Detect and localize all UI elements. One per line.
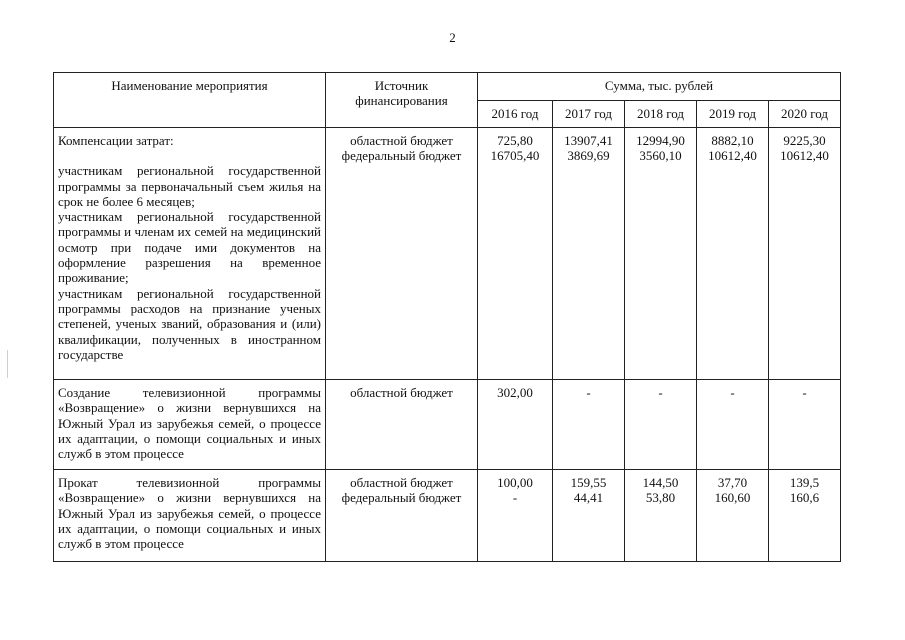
header-source-line1: Источник bbox=[374, 78, 429, 93]
value-cell-2016 bbox=[478, 470, 553, 562]
value-cell-2018 bbox=[625, 470, 697, 562]
value: 12994,90 bbox=[636, 133, 685, 148]
list-item: участникам региональной государственной программы расходов на признание ученых степеней, ученых званий, образования и (или) квалификации, полученных в иностранном государстве bbox=[58, 285, 321, 362]
row-title: Создание телевизионной программы «Возвращение» о жизни вернувшихся на Южный Урал из зарубежья семей, о процессе их адаптации, о помощи социальных и иных служб в этом процессе bbox=[58, 385, 321, 462]
value-cell-2017 bbox=[553, 128, 625, 380]
header-sum-cell bbox=[478, 73, 841, 101]
value-cell-2018 bbox=[625, 128, 697, 380]
scan-edge-mark bbox=[7, 350, 8, 378]
header-year-2019: 2019 год bbox=[697, 101, 769, 128]
list-item: участникам региональной государственной программы за первоначальный съем жилья на срок не более 6 месяцев; bbox=[58, 163, 321, 209]
header-row-top bbox=[54, 73, 841, 101]
source-label: федеральный бюджет bbox=[341, 148, 462, 164]
value: 159,55 bbox=[570, 475, 607, 490]
value-cell-2019 bbox=[697, 128, 769, 380]
row-sources bbox=[326, 470, 478, 562]
value: 37,70 bbox=[717, 475, 748, 490]
source-label: областной бюджет bbox=[350, 385, 453, 400]
value: 9225,30 bbox=[783, 133, 826, 148]
value: 10612,40 bbox=[708, 148, 757, 164]
value: 16705,40 bbox=[490, 148, 540, 164]
header-year-2018: 2018 год bbox=[625, 101, 697, 128]
value-cell-2016 bbox=[478, 128, 553, 380]
value-cell-2018 bbox=[625, 380, 697, 470]
value: 8882,10 bbox=[711, 133, 754, 148]
header-source-line2: финансирования bbox=[355, 93, 448, 109]
row-description bbox=[54, 380, 326, 470]
budget-table bbox=[53, 72, 841, 562]
value: 10612,40 bbox=[780, 148, 829, 164]
value: - bbox=[658, 385, 663, 400]
row-sources bbox=[326, 128, 478, 380]
value: - bbox=[512, 490, 518, 506]
list-item: участникам региональной государственной программы и членам их семей на медицинский осмотр при подаче ими документов на оформление разрешения на временное проживание; bbox=[58, 209, 321, 286]
value-cell-2016 bbox=[478, 380, 553, 470]
value: 160,6 bbox=[789, 490, 820, 506]
value: 3560,10 bbox=[639, 148, 682, 164]
header-year-2016: 2016 год bbox=[478, 101, 553, 128]
value: 100,00 bbox=[497, 475, 533, 490]
source-label: федеральный бюджет bbox=[341, 490, 462, 506]
value: - bbox=[730, 385, 735, 400]
row-title: Компенсации затрат: bbox=[58, 133, 174, 148]
header-name: Наименование мероприятия bbox=[111, 78, 268, 93]
source-label: областной бюджет bbox=[350, 475, 453, 490]
value-cell-2017 bbox=[553, 380, 625, 470]
value-cell-2020 bbox=[769, 470, 841, 562]
value: 53,80 bbox=[645, 490, 676, 506]
value-cell-2019 bbox=[697, 470, 769, 562]
page-number: 2 bbox=[449, 30, 456, 45]
row-title: Прокат телевизионной программы «Возвращение» о жизни вернувшихся на Южный Урал из зарубежья семей, о процессе их адаптации, о помощи социальных и иных служб в этом процессе bbox=[58, 475, 321, 552]
value-cell-2019 bbox=[697, 380, 769, 470]
value: 13907,41 bbox=[564, 133, 613, 148]
value: 144,50 bbox=[642, 475, 679, 490]
row-description bbox=[54, 470, 326, 562]
value-cell-2020 bbox=[769, 128, 841, 380]
table-row bbox=[54, 380, 841, 470]
value-cell-2020 bbox=[769, 380, 841, 470]
table-row bbox=[54, 128, 841, 380]
header-source-cell bbox=[326, 73, 478, 128]
header-year-2017: 2017 год bbox=[553, 101, 625, 128]
row-description bbox=[54, 128, 326, 380]
value-cell-2017 bbox=[553, 470, 625, 562]
source-label: областной бюджет bbox=[350, 133, 453, 148]
value: 302,00 bbox=[497, 385, 533, 400]
value: 44,41 bbox=[573, 490, 604, 506]
header-year-2020: 2020 год bbox=[769, 101, 841, 128]
value: 160,60 bbox=[714, 490, 751, 506]
value: 139,5 bbox=[789, 475, 820, 490]
table-row bbox=[54, 470, 841, 562]
value: 725,80 bbox=[497, 133, 533, 148]
value: - bbox=[802, 385, 807, 400]
value: - bbox=[586, 385, 591, 400]
value: 3869,69 bbox=[567, 148, 610, 164]
header-name-cell bbox=[54, 73, 326, 128]
header-sum: Сумма, тыс. рублей bbox=[604, 78, 714, 93]
row-sources bbox=[326, 380, 478, 470]
